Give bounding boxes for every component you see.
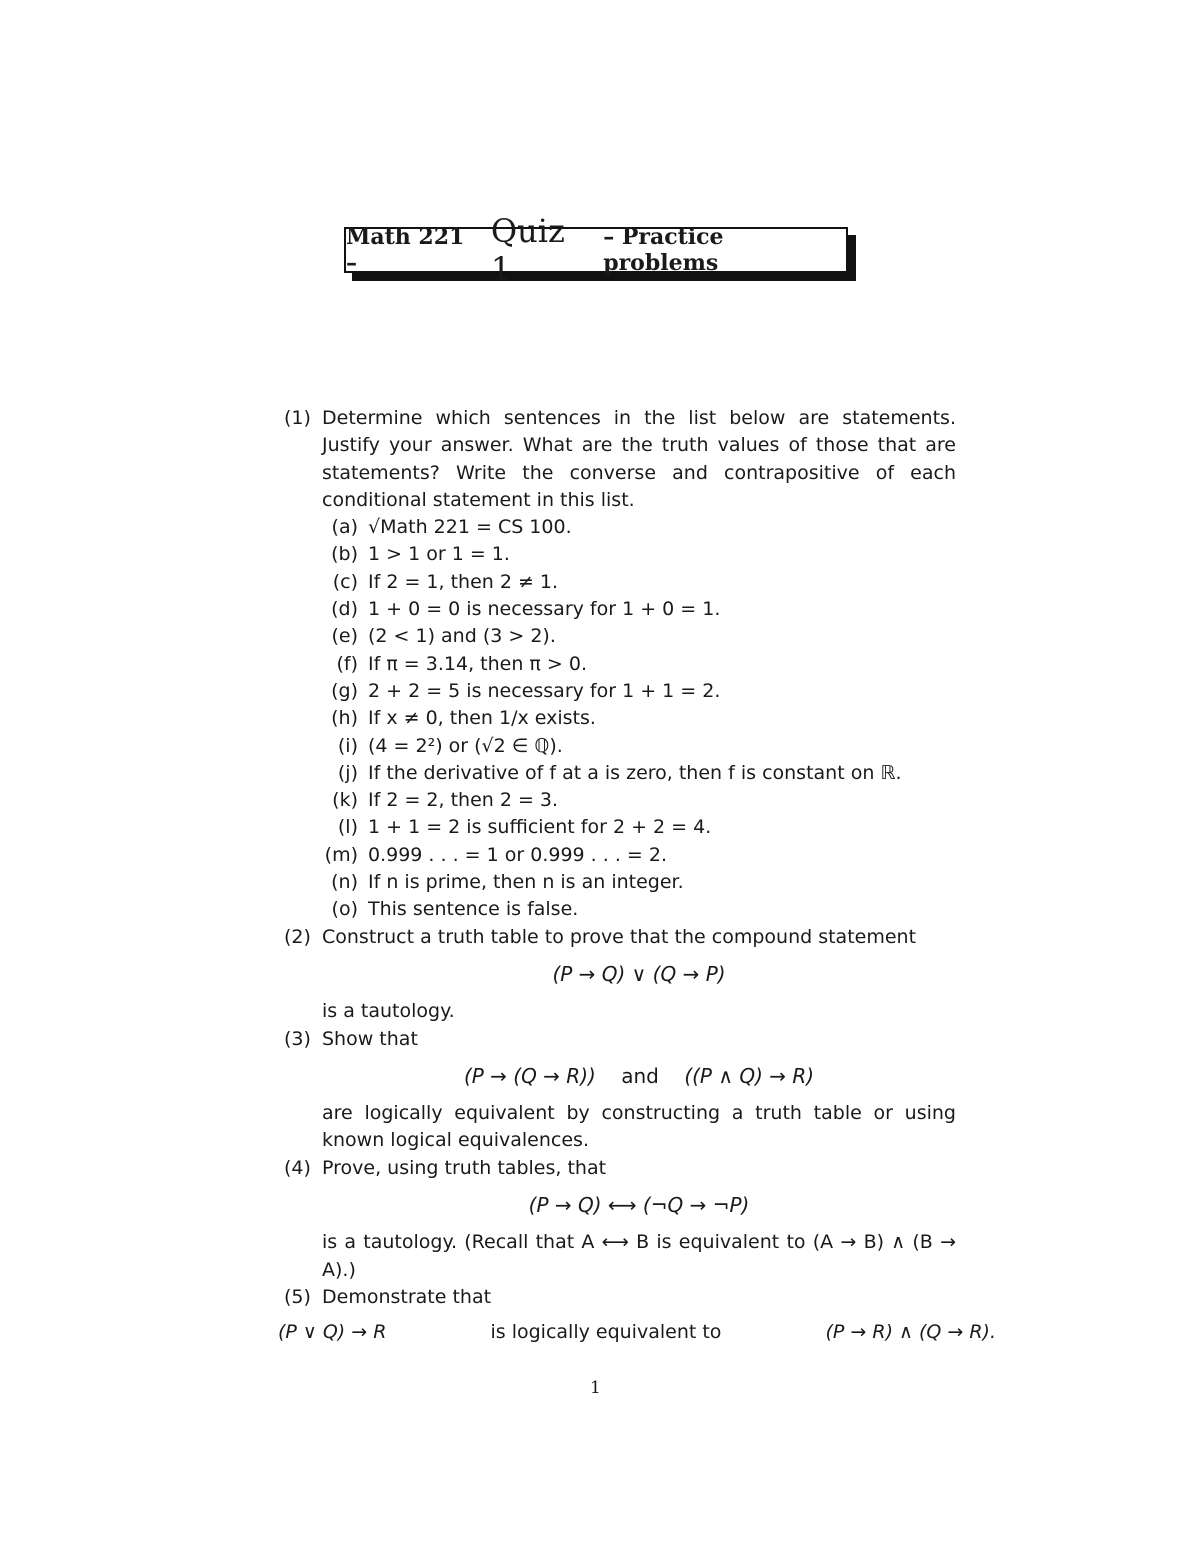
problem-number: (3)	[284, 1027, 311, 1050]
sub-item	[284, 678, 956, 705]
problem-2	[284, 924, 956, 1026]
problem-number: (4)	[284, 1156, 311, 1179]
sub-item-text: If x ≠ 0, then 1/x exists.	[368, 707, 596, 730]
sub-item	[284, 623, 956, 650]
problem-4-intro: Prove, using truth tables, that	[322, 1156, 607, 1179]
sub-item-text: If the derivative of f at a is zero, then f is constant on ℝ.	[368, 761, 902, 784]
sub-item-text: √Math 221 = CS 100.	[368, 516, 572, 539]
sub-item-label: (e)	[331, 625, 358, 648]
problem-3-formula-right: ((P ∧ Q) → R)	[684, 1063, 815, 1088]
sub-item-text: (2 < 1) and (3 > 2).	[368, 625, 556, 648]
sub-item-label: (i)	[337, 734, 358, 757]
sub-item-label: (c)	[332, 570, 358, 593]
sub-item-label: (l)	[337, 816, 358, 839]
problem-4-outro: is a tautology. (Recall that A ⟷ B is equivalent to (A → B) ∧ (B → A).)	[322, 1231, 956, 1281]
problem-3-formula-left: (P → (Q → R))	[463, 1063, 596, 1088]
sub-item-label: (d)	[331, 598, 358, 621]
sub-item	[284, 733, 956, 760]
sub-item-text: If 2 = 2, then 2 = 3.	[368, 789, 559, 812]
sub-item	[284, 814, 956, 841]
problem-3	[284, 1026, 956, 1155]
problem-5	[278, 1284, 996, 1347]
page-number: 1	[590, 1378, 601, 1398]
problem-1-items	[322, 514, 956, 923]
title-box	[344, 212, 848, 288]
problem-5-formula	[278, 1319, 996, 1346]
problem-1-intro: Determine which sentences in the list below are statements. Justify your answer. What are the truth values of those that are statements? Write the converse and contrapositive of each conditional statement in this list.	[322, 407, 956, 511]
sub-item-label: (m)	[324, 843, 358, 866]
sub-item-text: If 2 = 1, then 2 ≠ 1.	[368, 570, 559, 593]
sub-item-label: (b)	[331, 543, 358, 566]
sub-item-text: 1 + 0 = 0 is necessary for 1 + 0 = 1.	[368, 598, 721, 621]
title-main: Quiz 1	[490, 212, 565, 288]
problem-2-formula: (P → Q) ∨ (Q → P)	[552, 961, 726, 986]
sub-item	[284, 541, 956, 568]
sub-item-label: (o)	[331, 898, 358, 921]
problem-5-formula-left: (P ∨ Q) → R	[278, 1321, 387, 1344]
sub-item-text: This sentence is false.	[368, 898, 579, 921]
problem-5-formula-mid: is logically equivalent to	[490, 1321, 722, 1344]
problem-number: (2)	[284, 925, 311, 948]
sub-item	[284, 596, 956, 623]
sub-item-text: If n is prime, then n is an integer.	[368, 871, 684, 894]
sub-item	[284, 705, 956, 732]
sub-item-text: If π = 3.14, then π > 0.	[368, 652, 587, 675]
sub-item-text: (4 = 2²) or (√2 ∈ ℚ).	[368, 734, 563, 757]
problem-number: (1)	[284, 407, 311, 429]
problem-list	[278, 405, 996, 1347]
problem-3-formula-and: and	[621, 1063, 659, 1088]
sub-item	[284, 760, 956, 787]
problem-2-outro: is a tautology.	[322, 1000, 455, 1023]
sub-item	[284, 514, 956, 541]
problem-4-formula: (P → Q) ⟷ (¬Q → ¬P)	[528, 1193, 750, 1218]
sub-item	[284, 842, 956, 869]
sub-item-text: 0.999 . . . = 1 or 0.999 . . . = 2.	[368, 843, 667, 866]
sub-item-text: 1 > 1 or 1 = 1.	[368, 543, 510, 566]
sub-item-label: (j)	[337, 761, 358, 784]
sub-item	[284, 787, 956, 814]
sub-item-label: (n)	[331, 871, 358, 894]
sub-item	[284, 569, 956, 596]
problem-3-outro: are logically equivalent by constructing a truth table or using known logical equivalences.	[322, 1102, 956, 1152]
sub-item	[284, 651, 956, 678]
sub-item-text: 2 + 2 = 5 is necessary for 1 + 1 = 2.	[368, 679, 721, 702]
problem-number: (5)	[284, 1285, 311, 1308]
problem-5-intro: Demonstrate that	[322, 1285, 492, 1308]
sub-item-label: (f)	[336, 652, 358, 675]
problem-3-formula	[322, 1063, 956, 1090]
problem-5-formula-right: (P → R) ∧ (Q → R).	[825, 1321, 996, 1344]
sub-item	[284, 869, 956, 896]
sub-item-text: 1 + 1 = 2 is sufficient for 2 + 2 = 4.	[368, 816, 712, 839]
sub-item-label: (h)	[331, 707, 358, 730]
sub-item-label: (k)	[332, 789, 358, 812]
sub-item-label: (g)	[331, 679, 358, 702]
problem-3-intro: Show that	[322, 1027, 418, 1050]
title-suffix: – Practice problems	[603, 224, 724, 276]
problem-4	[284, 1155, 956, 1284]
title-prefix: Math 221 –	[346, 224, 465, 276]
problem-2-intro: Construct a truth table to prove that the compound statement	[322, 925, 917, 948]
problem-1	[284, 405, 956, 924]
sub-item	[284, 896, 956, 923]
sub-item-label: (a)	[331, 516, 358, 539]
